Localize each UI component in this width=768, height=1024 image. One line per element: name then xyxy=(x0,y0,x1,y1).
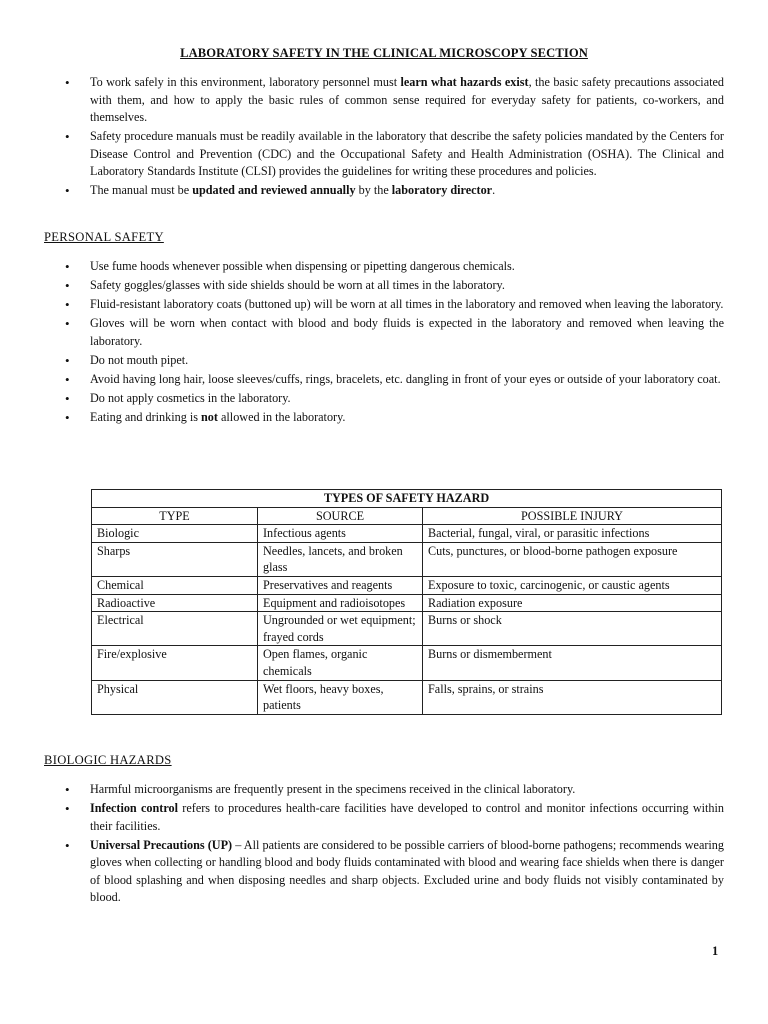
personal-safety-heading: PERSONAL SAFETY xyxy=(44,230,164,244)
list-item: • Safety goggles/glasses with side shields should be worn at all times in the laboratory. xyxy=(44,277,724,295)
table-row xyxy=(92,525,722,543)
biologic-hazards-list xyxy=(44,781,724,908)
table-row xyxy=(92,594,722,612)
list-item: • The manual must be updated and reviewed annually by the laboratory director. xyxy=(44,182,724,200)
list-item: • Do not mouth pipet. xyxy=(44,352,724,370)
list-item: • Do not apply cosmetics in the laboratory. xyxy=(44,390,724,408)
table-cell: Falls, sprains, or strains xyxy=(423,680,722,714)
intro-list xyxy=(44,74,724,201)
table-cell: Preservatives and reagents xyxy=(258,576,423,594)
page-title: LABORATORY SAFETY IN THE CLINICAL MICROSCOPY SECTION xyxy=(180,46,588,60)
table-row xyxy=(92,646,722,680)
table-cell: Sharps xyxy=(92,542,258,576)
table-cell: Equipment and radioisotopes xyxy=(258,594,423,612)
list-item: • Avoid having long hair, loose sleeves/cuffs, rings, bracelets, etc. dangling in front of your eyes or outside of your laboratory coat. xyxy=(44,371,724,389)
list-item: • Gloves will be worn when contact with blood and body fluids is expected in the laboratory and removed when leaving the laboratory. xyxy=(44,315,724,350)
table-row xyxy=(92,576,722,594)
list-item: • Eating and drinking is not allowed in the laboratory. xyxy=(44,409,724,427)
table-cell: Exposure to toxic, carcinogenic, or caustic agents xyxy=(423,576,722,594)
table-cell: Physical xyxy=(92,680,258,714)
table-cell: Ungrounded or wet equipment; frayed cords xyxy=(258,612,423,646)
table-cell: Cuts, punctures, or blood-borne pathogen exposure xyxy=(423,542,722,576)
list-item: • To work safely in this environment, laboratory personnel must learn what hazards exist, the basic safety precautions associated with them, and how to apply the basic rules of common sense required for everyday safety for patients, co-workers, and themselves. xyxy=(44,74,724,127)
table-row xyxy=(92,680,722,714)
personal-safety-list xyxy=(44,258,724,428)
column-header: POSSIBLE INJURY xyxy=(423,507,722,525)
table-cell: Radioactive xyxy=(92,594,258,612)
list-item: • Harmful microorganisms are frequently present in the specimens received in the clinical laboratory. xyxy=(44,781,724,799)
table-header-row xyxy=(92,507,722,525)
table-row xyxy=(92,542,722,576)
table-cell: Burns or shock xyxy=(423,612,722,646)
table-cell: Biologic xyxy=(92,525,258,543)
list-item: • Use fume hoods whenever possible when dispensing or pipetting dangerous chemicals. xyxy=(44,258,724,276)
list-item: • Fluid-resistant laboratory coats (buttoned up) will be worn at all times in the laboratory and removed when leaving the laboratory. xyxy=(44,296,724,314)
table-cell: Radiation exposure xyxy=(423,594,722,612)
list-item: • Safety procedure manuals must be readily available in the laboratory that describe the safety policies mandated by the Centers for Disease Control and Prevention (CDC) and the Occupational Safety and Health Administration (OSHA). The Clinical and Laboratory Standards Institute (CLSI) provides the guidelines for writing these procedures and policies. xyxy=(44,128,724,181)
table-cell: Wet floors, heavy boxes, patients xyxy=(258,680,423,714)
table-cell: Needles, lancets, and broken glass xyxy=(258,542,423,576)
table-cell: Chemical xyxy=(92,576,258,594)
column-header: SOURCE xyxy=(258,507,423,525)
biologic-hazards-heading: BIOLOGIC HAZARDS xyxy=(44,753,172,767)
table-cell: Open flames, organic chemicals xyxy=(258,646,423,680)
table-cell: Fire/explosive xyxy=(92,646,258,680)
list-item: • Universal Precautions (UP) – All patients are considered to be possible carriers of blood-borne pathogens; recommends wearing gloves when collecting or handling blood and body fluids contaminated with blood and wearing face shields when there is danger of blood splashing and when disposing needles and sharp objects. Excluded urine and body fluids not visibly contaminated by blood. xyxy=(44,837,724,907)
hazard-table xyxy=(91,489,722,715)
list-item: • Infection control refers to procedures health-care facilities have developed to control and monitor infections occurring within their facilities. xyxy=(44,800,724,835)
table-title: TYPES OF SAFETY HAZARD xyxy=(92,490,722,508)
page-number: 1 xyxy=(712,944,719,958)
column-header: TYPE xyxy=(92,507,258,525)
table-cell: Infectious agents xyxy=(258,525,423,543)
table-cell: Burns or dismemberment xyxy=(423,646,722,680)
table-cell: Bacterial, fungal, viral, or parasitic infections xyxy=(423,525,722,543)
table-cell: Electrical xyxy=(92,612,258,646)
table-row xyxy=(92,612,722,646)
